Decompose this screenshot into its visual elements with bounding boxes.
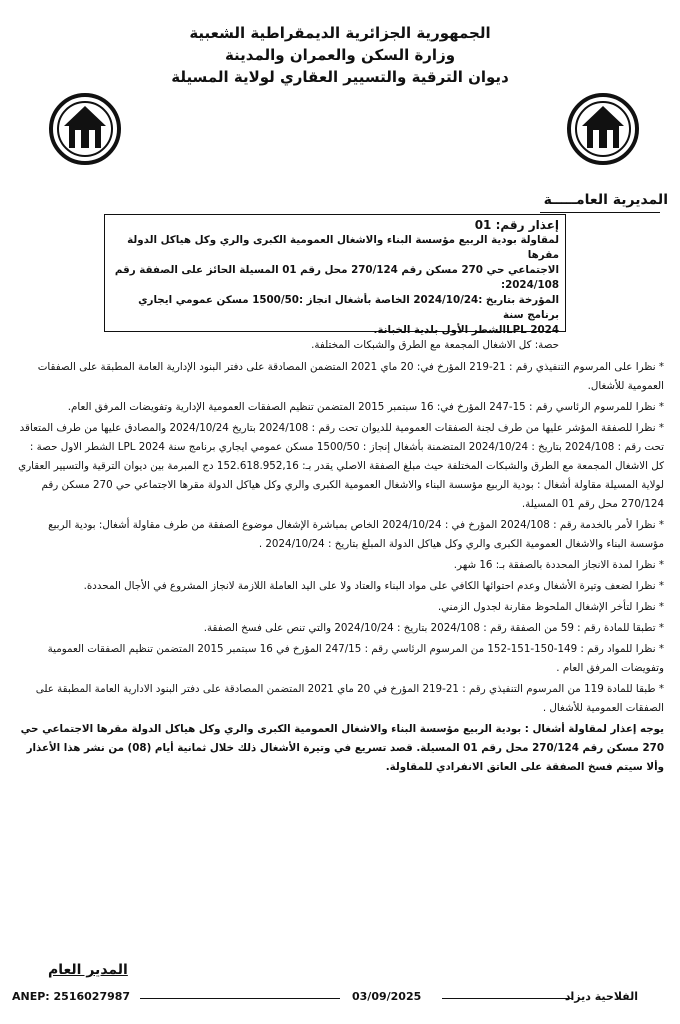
clause-paragraph: * تطبقا للمادة رقم : 59 من الصفقة رقم : 2024/108 بتاريخ : 2024/10/24 والتي تنص على فسخ الصفقة. xyxy=(203,622,664,634)
clause-paragraph: * نظرا للمرسوم الرئاسي رقم : 15-247 المؤرخ في: 16 سبتمبر 2015 المتضمن تنظيم الصفقات العمومية الإدارية وتفويضات المرفق العام. xyxy=(67,401,664,413)
notice-line: حصة: كل الاشغال المجمعة مع الطرق والشبكات المختلفة. xyxy=(311,339,559,351)
notice-line: المؤرخة بتاريخ :2024/10/24 الخاصة بأشغال انجاز :1500/50 مسكن عمومي ايجاري برنامج سنة xyxy=(138,294,559,321)
clause-paragraph: * نظرا للمواد رقم : 149-150-151-152 من المرسوم الرئاسي رقم : 247/15 المؤرخ في 16 سبتمبر 2015 المتضمن تنظيم الصفقات العمومية وتفويضات المرفق العام . xyxy=(47,643,664,674)
footer-rule xyxy=(442,998,572,999)
signature-title: المدير العام xyxy=(48,962,128,978)
office-logo-icon xyxy=(566,92,640,166)
office-logo-icon xyxy=(48,92,122,166)
footer-rule xyxy=(140,998,340,999)
republic-title: الجمهورية الجزائرية الديمقراطية الشعبية xyxy=(189,24,491,42)
notice-box xyxy=(104,214,566,351)
source-label: الفلاحية ديزاد xyxy=(564,990,638,1003)
clause-paragraph: يوجه إعذار لمقاولة أشغال : بودية الربيع مؤسسة البناء والاشغال العمومية الكبرى والري وكل هياكل الدولة مقرها الاجتماعي حي 270 مسكن رقم 270/124 محل رقم 01 المسيلة. قصد تسريع في وتيرة الأشغال ذلك خلال ثمانية أيام (08) من نشر هذا الأعذار وألا سيتم فسخ الصفقة على العاتق الانفرادي للمقاولة. xyxy=(20,723,664,773)
notice-title: إعذار رقم: 01 xyxy=(474,218,559,232)
anep-number: ANEP: 2516027987 xyxy=(12,990,131,1003)
clause-paragraph: * نظرا على المرسوم التنفيذي رقم : 21-219 المؤرخ في: 20 ماي 2021 المتضمن المصادقة على دفتر البنود الإدارية العامة المطبقة على الصفقات العمومية للأشغال. xyxy=(37,361,664,392)
clause-paragraph: * نظرا لضعف وتيرة الأشغال وعدم احتوائها الكافي على مواد البناء والعتاد ولا على اليد العاملة اللازمة لانجاز المشروع في الأجال المحددة. xyxy=(83,580,664,592)
letterhead xyxy=(0,22,680,88)
office-title: ديوان الترقية والتسيير العقاري لولاية المسيلة xyxy=(171,68,509,86)
notice-body xyxy=(16,358,664,779)
ministry-title: وزارة السكن والعمران والمدينة xyxy=(224,46,456,64)
clause-paragraph: * نظرا لتأخر الإشغال الملحوظ مقارنة لجدول الزمني. xyxy=(437,601,664,613)
clause-paragraph: * نظرا للصفقة المؤشر عليها من طرف لجنة الصفقات العمومية للديوان تحت رقم : 2024/108 بتاريخ 2024/10/24 والمصادق عليها من طرف المتعاقد تحت رقم : 2024/108 بتاريخ : 2024/10/24 المتضمنة بأشغال إنجاز : 1500/50 مسكن عمومي ايجاري برنامج سنة 2024 LPL الشطر الاول حصة : كل الاشغال المجمعة مع الطرق والشبكات المختلفة حيث مبلغ الصفقة الاصلي يقدر بـ: 152.618.952,16 دج المبرمة بين ديوان الترقية والتسيير العقاري لولاية المسيلة مقاولة أشغال : بودية الربيع مؤسسة البناء والاشغال العمومية الكبرى والري وكل هياكل الدولة مقرها الاجتماعي حي 270 مسكن رقم 270/124 محل رقم 01 المسيلة. xyxy=(18,422,664,510)
notice-line: LPL 2024الشطر الأول بلدية الخبانة. xyxy=(373,324,559,336)
clause-paragraph: * نظرا لأمر بالخدمة رقم : 2024/108 المؤرخ في : 2024/10/24 الخاص بمباشرة الإشغال موضوع الصفقة من طرف مقاولة أشغال: بودية الربيع مؤسسة البناء والاشغال العمومية الكبرى والري وكل هياكل الدولة المبلغ بتاريخ : 2024/10/24 . xyxy=(48,519,664,550)
publication-date: 03/09/2025 xyxy=(352,990,422,1003)
notice-line: لمقاولة بودية الربيع مؤسسة البناء والاشغال العمومية الكبرى والري وكل هياكل الدولة مقرها xyxy=(127,234,559,261)
notice-line: الاجتماعي حي 270 مسكن رقم 270/124 محل رقم 01 المسيلة الحائز على الصفقة رقم 2024/108: xyxy=(114,264,559,291)
directorate-label: المديرية العامـــــة xyxy=(543,192,668,208)
divider xyxy=(540,212,660,213)
clause-paragraph: * طبقا للمادة 119 من المرسوم التنفيذي رقم : 21-219 المؤرخ في 20 ماي 2021 المتضمن المصادقة على دفتر البنود الادارية العامة المطبقة على الصفقات العمومية للأشغال . xyxy=(35,683,664,714)
clause-paragraph: * نظرا لمدة الانجاز المحددة بالصفقة بـ: 16 شهر. xyxy=(453,559,664,571)
footer xyxy=(12,988,668,1008)
